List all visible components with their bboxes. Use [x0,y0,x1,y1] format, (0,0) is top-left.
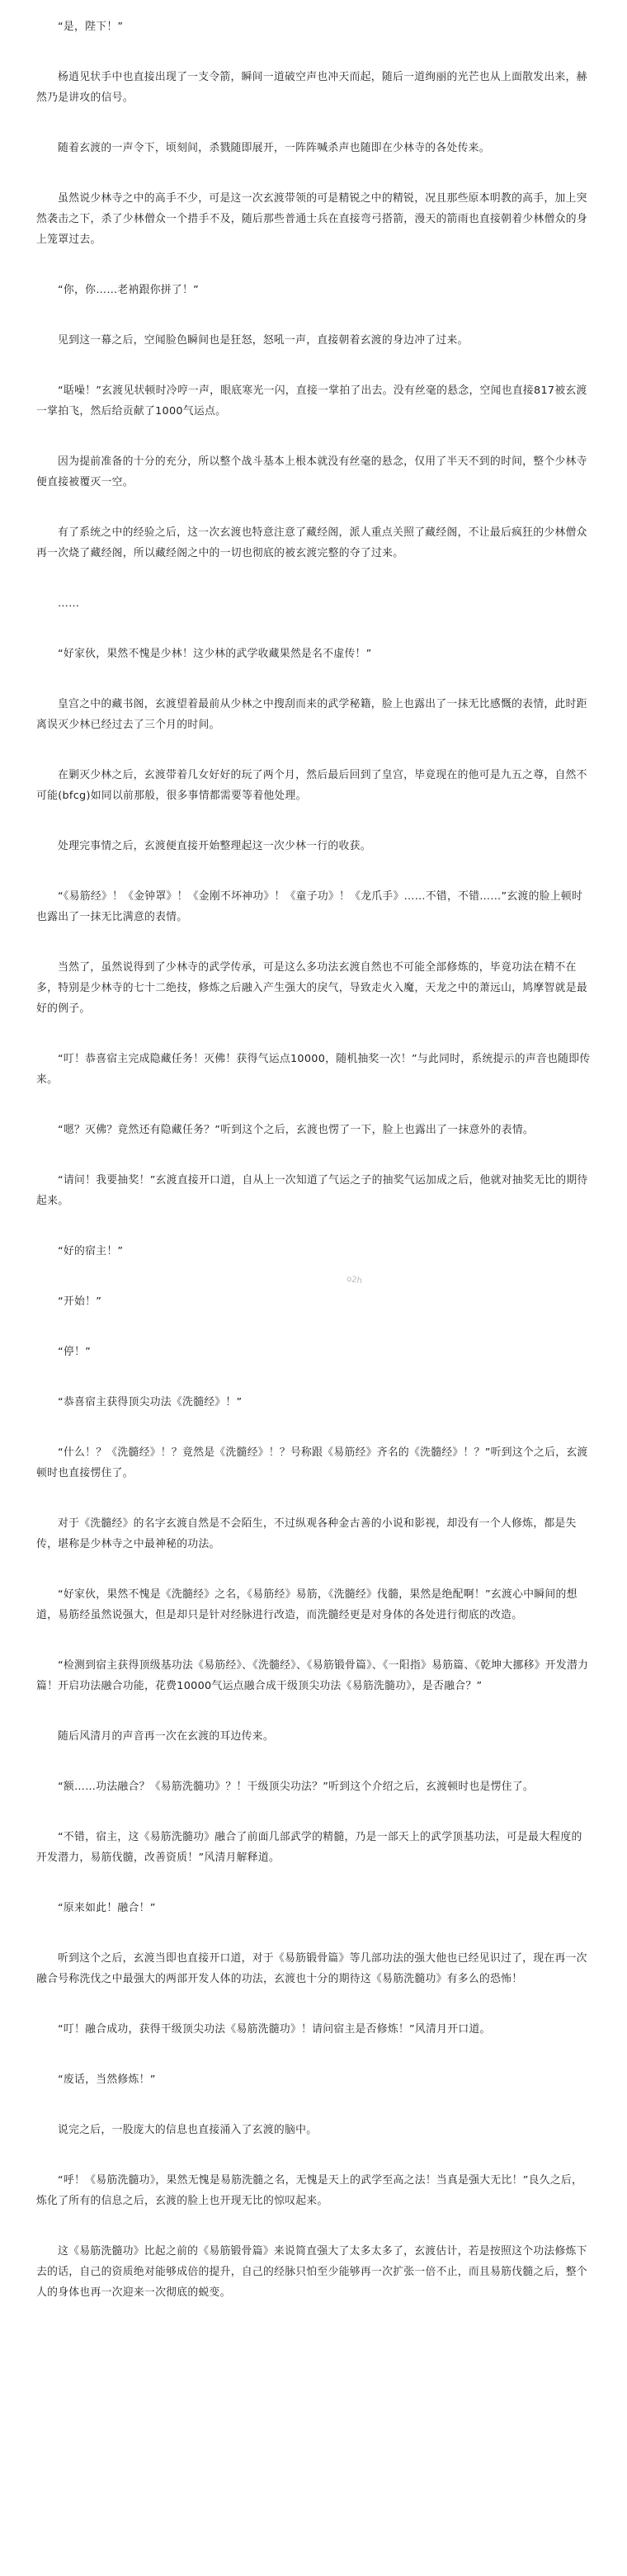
paragraph: “《易筋经》！《金钟罩》！《金刚不坏神功》！《童子功》！《龙爪手》……不错，不错……”玄渡的脸上顿时也露出了一抹无比满意的表情。 [36,890,583,923]
paragraph: “好的宿主！” [58,1245,124,1257]
paragraph: 有了系统之中的经验之后，这一次玄渡也特意注意了藏经阁，派人重点关照了藏经阁，不让最后疯狂的少林僧众再一次烧了藏经阁，所以藏经阁之中的一切也彻底的被玄渡完整的夺了过来。 [36,526,587,559]
paragraph: 在剿灭少林之后，玄渡带着几女好好的玩了两个月，然后最后回到了皇宫，毕竟现在的他可是九五之尊，自然不可能(bfcg)如同以前那般，很多事情都需要等着他处理。 [36,769,587,802]
paragraph: “呼！《易筋洗髓功》，果然无愧是易筋洗髓之名，无愧是天上的武学至高之法！当真是强大无比！”良久之后，炼化了所有的信息之后，玄渡的脸上也开现无比的惊叹起来。 [36,2174,583,2207]
paragraph: “额……功法融合？《易筋洗髓功》？！干级顶尖功法？”听到这个介绍之后，玄渡顿时也是愣住了。 [58,1781,535,1793]
paragraph: 处理完事情之后，玄渡便直接开始整理起这一次少林一行的收获。 [58,840,371,852]
paragraph: …… [58,597,80,610]
paragraph: “停！” [58,1346,92,1358]
paragraph: “原来如此！融合！” [58,1902,156,1914]
paragraph: 皇宫之中的藏书阁，玄渡望着最前从少林之中搜刮而来的武学秘籍，脸上也露出了一抹无比感慨的表情，此时距离误灭少林已经过去了三个月的时间。 [36,698,587,731]
paragraph: 杨逍见状手中也直接出现了一支令箭，瞬间一道破空声也冲天而起，随后一道绚丽的光芒也从上面散发出来，赫然乃是讲攻的信号。 [36,71,587,104]
paragraph: “是，陛下！” [58,21,124,33]
paragraph: 当然了，虽然说得到了少林寺的武学传承，可是这么多功法玄渡自然也不可能全部修炼的，毕竟功法在精不在多，特别是少林寺的七十二绝技，修炼之后融入产生强大的戾气，导致走火入魔，天龙之中的萧远山，鸠摩智就是最好的例子。 [36,961,587,1015]
paragraph: “好家伙，果然不愧是《洗髓经》之名，《易筋经》易筋，《洗髓经》伐髓，果然是绝配啊！”玄渡心中瞬间的想道，易筋经虽然说强大，但是却只是针对经脉进行改造，而洗髓经更是对身体的各处进行彻底的改造。 [36,1588,578,1621]
paragraph: “你，你……老衲跟你拼了！” [58,284,200,296]
paragraph: 随后风清月的声音再一次在玄渡的耳边传来。 [58,1730,274,1743]
paragraph: “好家伙，果然不愧是少林！这少林的武学收藏果然是名不虚传！” [58,648,372,660]
paragraph: “叮！融合成功，获得干级顶尖功法《易筋洗髓功》！请问宿主是否修炼！”风清月开口道。 [58,2023,491,2036]
watermark: o2h [346,1274,363,1286]
paragraph: “开始！” [58,1295,102,1308]
paragraph: “聒噪！”玄渡见状顿时冷哼一声，眼底寒光一闪，直接一掌拍了出去。没有丝毫的悬念，空闻也直接817被玄渡一掌拍飞，然后给贡献了1000气运点。 [36,385,587,418]
paragraph: “恭喜宿主获得顶尖功法《洗髓经》！” [58,1396,243,1408]
paragraph: 因为提前准备的十分的充分，所以整个战斗基本上根本就没有丝毫的悬念，仅用了半天不到的时间，整个少林寺便直接被覆灭一空。 [36,455,587,488]
paragraph: “叮！恭喜宿主完成隐藏任务！灭佛！获得气运点10000，随机抽奖一次！”与此同时，系统提示的声音也随即传来。 [36,1053,591,1086]
paragraph: 见到这一幕之后，空闻脸色瞬间也是狂怒，怒吼一声，直接朝着玄渡的身边冲了过来。 [58,334,469,347]
paragraph: 听到这个之后，玄渡当即也直接开口道，对于《易筋锻骨篇》等几部功法的强大他也已经见识过了，现在再一次融合号称洗伐之中最强大的两部开发人体的功法，玄渡也十分的期待这《易筋洗髓功》有多么的恐怖！ [36,1952,587,1985]
paragraph: 对于《洗髓经》的名字玄渡自然是不会陌生，不过纵观各种金古善的小说和影视，却没有一个人修炼，都是失传，堪称是少林寺之中最神秘的功法。 [36,1517,577,1550]
paragraph: 说完之后，一股庞大的信息也直接涌入了玄渡的脑中。 [58,2124,318,2136]
paragraph: “嗯？灭佛？竟然还有隐藏任务？”听到这个之后，玄渡也愣了一下，脸上也露出了一抹意外的表情。 [58,1124,535,1136]
paragraph: “不错，宿主，这《易筋洗髓功》融合了前面几部武学的精髓，乃是一部天上的武学顶基功法，可是最大程度的开发潜力，易筋伐髓，改善资质！”风清月解释道。 [36,1831,582,1864]
paragraph: “什么！？《洗髓经》！？竟然是《洗髓经》！？号称跟《易筋经》齐名的《洗髓经》！？”听到这个之后，玄渡顿时也直接愣住了。 [36,1446,588,1479]
paragraph: 随着玄渡的一声令下，顷刻间，杀戮随即展开，一阵阵喊杀声也随即在少林寺的各处传来。 [58,142,490,154]
paragraph: “废话，当然修炼！” [58,2074,156,2086]
paragraph: “请问！我要抽奖！”玄渡直接开口道，自从上一次知道了气运之子的抽奖气运加成之后，他就对抽奖无比的期待起来。 [36,1174,588,1207]
paragraph: 虽然说少林寺之中的高手不少，可是这一次玄渡带领的可是精锐之中的精锐，况且那些原本明教的高手，加上突然袭击之下，杀了少林僧众一个措手不及，随后那些普通士兵在直接弯弓搭箭，漫天的箭雨也直接朝着少林僧众的身上笼罩过去。 [36,192,587,246]
paragraph: 这《易筋洗髓功》比起之前的《易筋锻骨篇》来说简直强大了太多太多了，玄渡估计，若是按照这个功法修炼下去的话，自己的资质绝对能够成倍的提升，自己的经脉只怕至少能够再一次扩张一倍不止，而且易筋伐髓之后，整个人的身体也再一次迎来一次彻底的蜕变。 [36,2245,587,2299]
paragraph: “检测到宿主获得顶级基功法《易筋经》、《洗髓经》、《易筋锻骨篇》、《一阳指》易筋篇、《乾坤大挪移》开发潜力篇！开启功法融合功能，花费10000气运点融合成干级顶尖功法《易筋洗髓功》，是否融合？” [36,1659,589,1692]
